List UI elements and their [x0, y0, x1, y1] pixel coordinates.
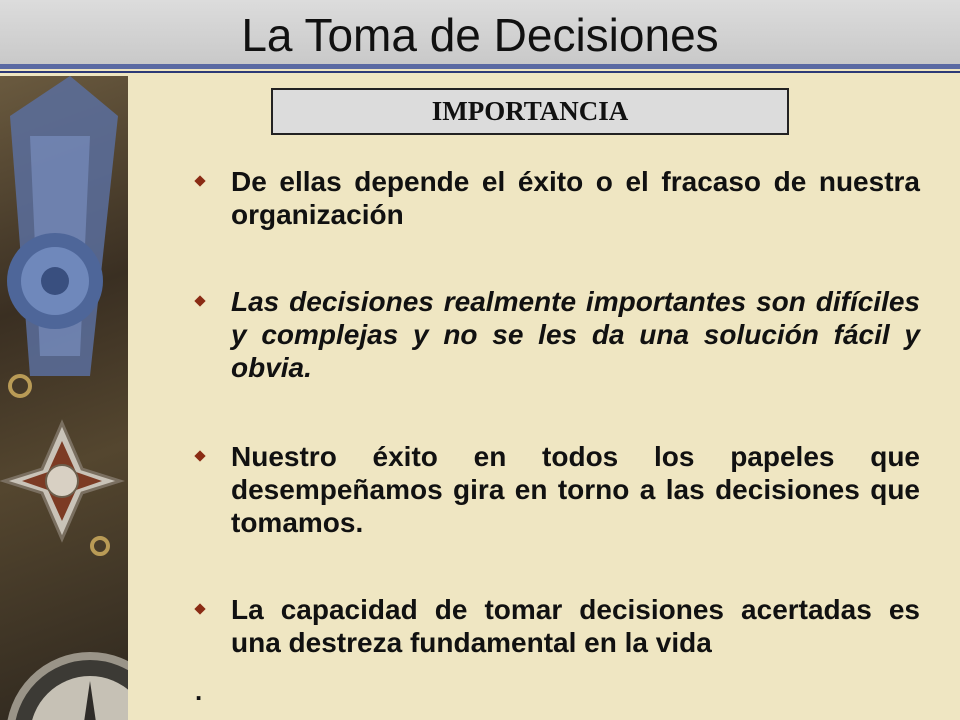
- medals-and-compass-photo: [0, 76, 128, 720]
- trailing-period: .: [195, 676, 203, 706]
- bullet-item: [194, 165, 920, 231]
- diamond-bullet-icon: [194, 295, 205, 306]
- bullet-item: [194, 285, 920, 384]
- section-heading: IMPORTANCIA: [431, 96, 629, 126]
- diamond-bullet-icon: [194, 175, 205, 186]
- bullet-text: De ellas depende el éxito o el fracaso de nuestra organización: [231, 166, 920, 230]
- bullet-text: Nuestro éxito en todos los papeles que desempeñamos gira en torno a las decisiones que tomamos.: [231, 441, 920, 538]
- diamond-bullet-icon: [194, 450, 205, 461]
- section-heading-box: [271, 88, 789, 135]
- bullet-text: La capacidad de tomar decisiones acertadas es una destreza fundamental en la vida: [231, 594, 920, 658]
- diamond-bullet-icon: [194, 603, 205, 614]
- bullet-item: [194, 593, 920, 659]
- bullet-item: [194, 440, 920, 539]
- slide-title: La Toma de Decisiones: [241, 9, 719, 61]
- title-rule-thin: [0, 71, 960, 73]
- title-rule: [0, 64, 960, 69]
- bullet-text: Las decisiones realmente importantes son difíciles y complejas y no se les da una solución fácil y obvia.: [231, 286, 920, 383]
- medals-compass-image: [0, 76, 128, 720]
